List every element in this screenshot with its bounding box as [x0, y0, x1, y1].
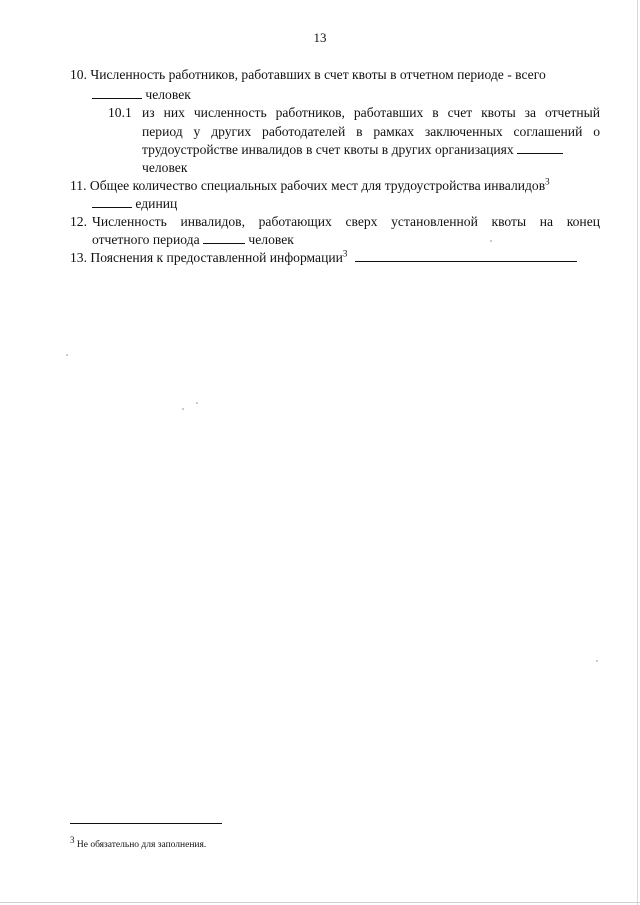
item-10-1-number: 10.1: [108, 105, 132, 120]
item-10-number: 10.: [70, 67, 87, 82]
scan-speck: [490, 240, 492, 242]
item-12-line-1: Численность инвалидов, работающих сверх установленной квоты на конец: [92, 214, 600, 229]
item-10-1-text-3: трудоустройстве инвалидов в счет квоты в других организациях: [142, 142, 514, 157]
item-12-number: 12.: [70, 214, 87, 229]
item-12-unit: человек: [248, 232, 294, 247]
item-12-prefix: отчетного периода: [92, 232, 200, 247]
footnote-marker: 3: [70, 835, 75, 845]
item-11-blank[interactable]: [92, 195, 132, 208]
footnote-text: Не обязательно для заполнения.: [76, 840, 207, 851]
item-10-1-line-2: период у других работодателей в рамках заключенных соглашений о: [142, 124, 600, 139]
item-10-unit: человек: [145, 87, 191, 102]
item-10-line-1: [70, 66, 546, 84]
item-12-line-2: [92, 231, 294, 249]
scan-speck: [196, 402, 198, 404]
item-13-footnote-ref: 3: [342, 248, 348, 259]
item-10-1-line-3: [142, 141, 563, 159]
scan-speck: [66, 354, 68, 356]
scan-edge-bottom: [0, 902, 640, 903]
item-10-1-unit: человек: [142, 160, 188, 175]
item-11-unit: единиц: [135, 196, 178, 211]
scan-edge-right: [637, 0, 638, 905]
item-11-line-2: [92, 195, 177, 213]
item-13-number: 13.: [70, 250, 87, 265]
footnote: [70, 835, 207, 851]
item-11-number: 11.: [70, 178, 87, 193]
item-11-line-1: [70, 177, 550, 195]
item-11-text: Общее количество специальных рабочих мест для трудоустройства инвалидов: [89, 178, 546, 193]
item-10-blank[interactable]: [92, 86, 142, 99]
item-12-blank[interactable]: [203, 231, 245, 244]
item-13-blank[interactable]: [355, 249, 577, 262]
page-number: 13: [313, 30, 327, 45]
item-10-1-line-1: из них численность работников, работавших в счет квоты за отчетный: [142, 105, 600, 120]
item-11-footnote-ref: 3: [545, 176, 550, 187]
scan-speck: [182, 408, 184, 410]
item-13-line-1: [70, 249, 577, 267]
footnote-rule: [70, 823, 222, 824]
scan-speck: [596, 660, 598, 662]
item-10-1-blank[interactable]: [517, 141, 563, 154]
item-10-line-2: [92, 86, 191, 104]
item-10-text: Численность работников, работавших в счет квоты в отчетном периоде - всего: [90, 67, 546, 82]
item-13-text: Пояснения к предоставленной информации: [90, 250, 343, 265]
